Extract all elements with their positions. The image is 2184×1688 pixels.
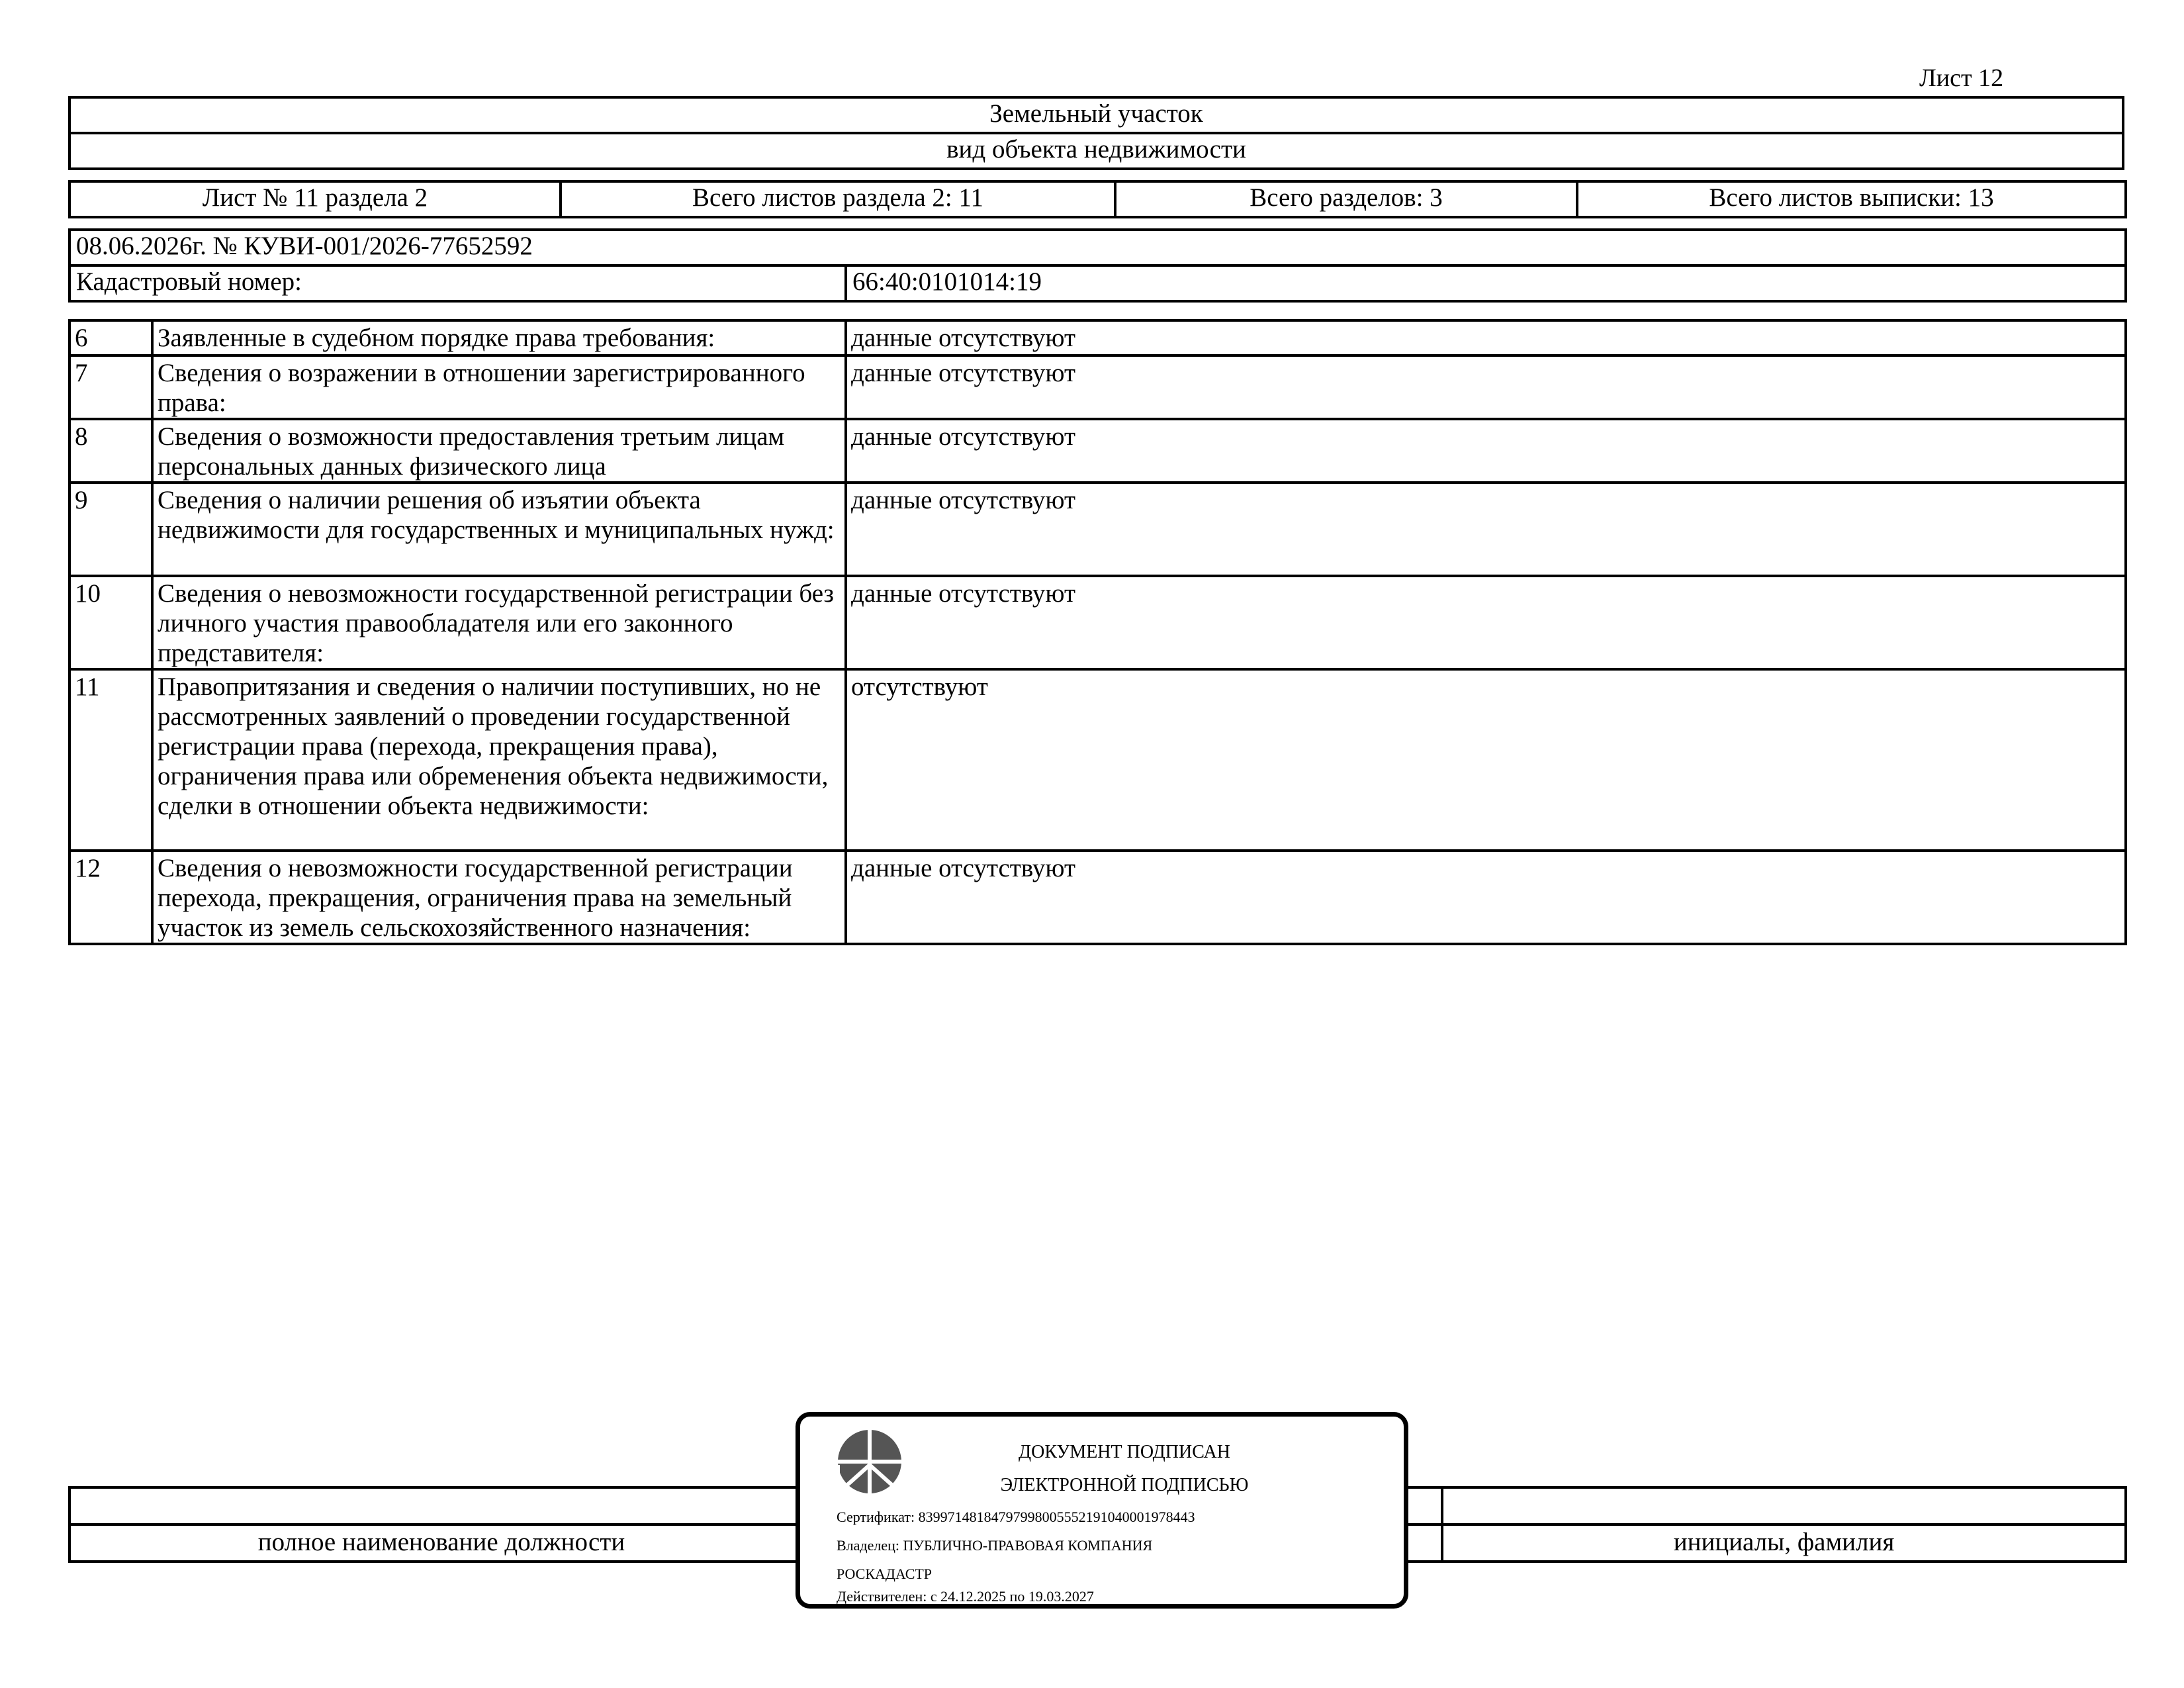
row-value: данные отсутствуют bbox=[846, 483, 2126, 576]
row-value: данные отсутствуют bbox=[846, 320, 2126, 355]
stamp-owner: Владелец: ПУБЛИЧНО-ПРАВОВАЯ КОМПАНИЯ bbox=[837, 1537, 1153, 1554]
row-number: 12 bbox=[69, 851, 152, 944]
row-label: Заявленные в судебном порядке права требования: bbox=[152, 320, 846, 355]
position-caption: полное наименование должности bbox=[69, 1524, 1442, 1562]
row-value: отсутствуют bbox=[846, 669, 2126, 851]
row-number: 11 bbox=[69, 669, 152, 851]
e-signature-stamp bbox=[796, 1412, 1408, 1609]
row-label: Сведения о возможности предоставления третьим лицам персональных данных физического лица bbox=[152, 419, 846, 483]
row-value: данные отсутствуют bbox=[846, 419, 2126, 483]
table-row bbox=[69, 483, 2126, 576]
stamp-owner-org: РОСКАДАСТР bbox=[837, 1566, 933, 1582]
stamp-certificate: Сертификат: 8399714818479799800555219104000197844З bbox=[837, 1509, 1195, 1525]
extract-date-number: 08.06.2026г. № КУВИ-001/2026-77652592 bbox=[69, 230, 2126, 265]
name-caption: инициалы, фамилия bbox=[1442, 1524, 2126, 1562]
row-label: Сведения о невозможности государственной регистрации перехода, прекращения, ограничения права на земельный участок из земель сельскохозяйственного назначения: bbox=[152, 851, 846, 944]
row-label: Правопритязания и сведения о наличии поступивших, но не рассмотренных заявлений о проведении государственной регистрации права (перехода, прекращения права), ограничения права или обременения объекта недвижимости, сделки в отношении объекта недвижимости: bbox=[152, 669, 846, 851]
total-sheets-extract: Всего листов выписки: 13 bbox=[1577, 181, 2126, 217]
roskadastr-logo-icon bbox=[837, 1429, 903, 1495]
object-kind-caption: вид объекта недвижимости bbox=[69, 133, 2123, 169]
row-number: 9 bbox=[69, 483, 152, 576]
total-sheets-section: Всего листов раздела 2: 11 bbox=[561, 181, 1115, 217]
table-row bbox=[69, 576, 2126, 669]
cadastral-value: 66:40:0101014:19 bbox=[846, 265, 2126, 301]
total-sections: Всего разделов: 3 bbox=[1115, 181, 1577, 217]
table-row bbox=[69, 669, 2126, 851]
table-row bbox=[69, 320, 2126, 355]
row-value: данные отсутствуют bbox=[846, 851, 2126, 944]
row-number: 7 bbox=[69, 355, 152, 419]
name-field bbox=[1442, 1487, 2126, 1524]
row-value: данные отсутствуют bbox=[846, 355, 2126, 419]
object-header bbox=[68, 96, 2124, 170]
records-table bbox=[68, 319, 2127, 945]
row-label: Сведения о невозможности государственной регистрации без личного участия правообладателя или его законного представителя: bbox=[152, 576, 846, 669]
table-row bbox=[69, 419, 2126, 483]
table-row bbox=[69, 851, 2126, 944]
extract-meta bbox=[68, 228, 2127, 303]
table-row bbox=[69, 355, 2126, 419]
row-number: 8 bbox=[69, 419, 152, 483]
sheet-info bbox=[68, 180, 2127, 218]
row-value: данные отсутствуют bbox=[846, 576, 2126, 669]
object-type: Земельный участок bbox=[69, 97, 2123, 133]
sheet-number: Лист 12 bbox=[1919, 64, 2004, 92]
row-number: 6 bbox=[69, 320, 152, 355]
row-label: Сведения о наличии решения об изъятии объекта недвижимости для государственных и муниципальных нужд: bbox=[152, 483, 846, 576]
row-number: 10 bbox=[69, 576, 152, 669]
cadastral-label: Кадастровый номер: bbox=[69, 265, 846, 301]
stamp-validity: Действителен: с 24.12.2025 по 19.03.2027 bbox=[837, 1588, 1094, 1605]
row-label: Сведения о возражении в отношении зарегистрированного права: bbox=[152, 355, 846, 419]
sheet-of-section: Лист № 11 раздела 2 bbox=[69, 181, 561, 217]
stamp-title-line1: ДОКУМЕНТ ПОДПИСАН bbox=[1019, 1442, 1230, 1462]
stamp-title-line2: ЭЛЕКТРОННОЙ ПОДПИСЬЮ bbox=[1000, 1475, 1249, 1495]
